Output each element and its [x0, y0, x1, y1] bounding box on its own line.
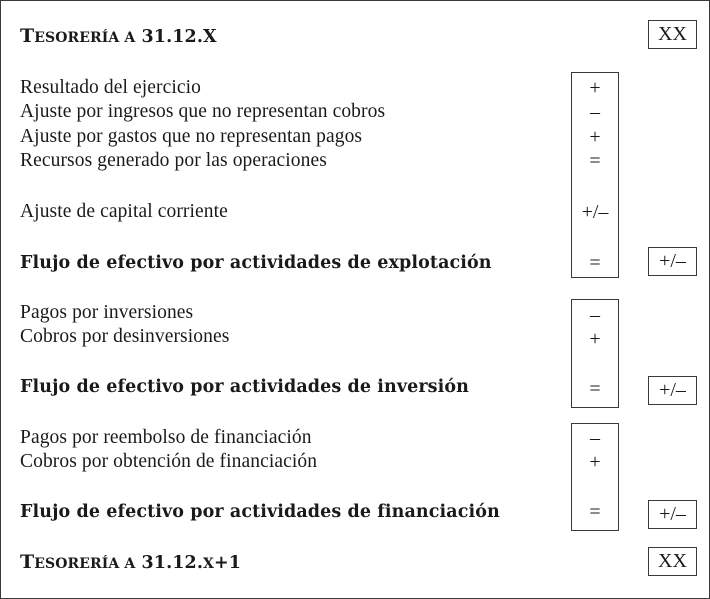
financing-total-label: Flujo de efectivo por actividades de financiación [20, 502, 500, 522]
financing-item-proceeds: Cobros por obtención de financiación [20, 451, 318, 472]
investing-total-label: Flujo de efectivo por actividades de inversión [20, 377, 469, 397]
operating-item-expense-adjust: Ajuste por gastos que no representan pagos [20, 126, 363, 147]
financing-item-repayments-sign: – [590, 427, 600, 449]
operating-total-value: +/– [648, 247, 697, 276]
investing-total-sign: = [589, 378, 601, 400]
investing-total-value: +/– [648, 376, 697, 405]
operating-total-sign: = [589, 252, 601, 274]
operating-item-income-adjust-sign: – [590, 101, 600, 123]
investing-item-collections: Cobros por desinversiones [20, 326, 230, 347]
operating-item-resources: Recursos generado por las operaciones [20, 150, 327, 171]
investing-item-collections-sign: + [589, 328, 601, 350]
operating-item-working-capital: Ajuste de capital corriente [20, 201, 228, 222]
financing-total-sign: = [589, 501, 601, 523]
opening-treasury-label: TESORERÍA A 31.12.X [20, 25, 217, 47]
financing-total-value: +/– [648, 500, 697, 529]
financing-item-repayments: Pagos por reembolso de financiación [20, 427, 312, 448]
closing-treasury-value: XX [648, 547, 697, 576]
investing-item-payments-sign: – [590, 304, 600, 326]
operating-item-expense-adjust-sign: + [589, 126, 601, 148]
closing-treasury-label: TESORERÍA A 31.12.X+1 [20, 551, 242, 573]
operating-item-income-adjust: Ajuste por ingresos que no representan cobros [20, 101, 386, 122]
operating-item-resources-sign: = [589, 150, 601, 172]
investing-item-payments: Pagos por inversiones [20, 302, 194, 323]
opening-treasury-value: XX [648, 20, 697, 49]
financing-item-proceeds-sign: + [589, 451, 601, 473]
operating-item-result-sign: + [589, 77, 601, 99]
operating-total-label: Flujo de efectivo por actividades de explotación [20, 253, 492, 273]
operating-item-result: Resultado del ejercicio [20, 77, 201, 98]
operating-item-working-capital-sign: +/– [581, 201, 609, 223]
